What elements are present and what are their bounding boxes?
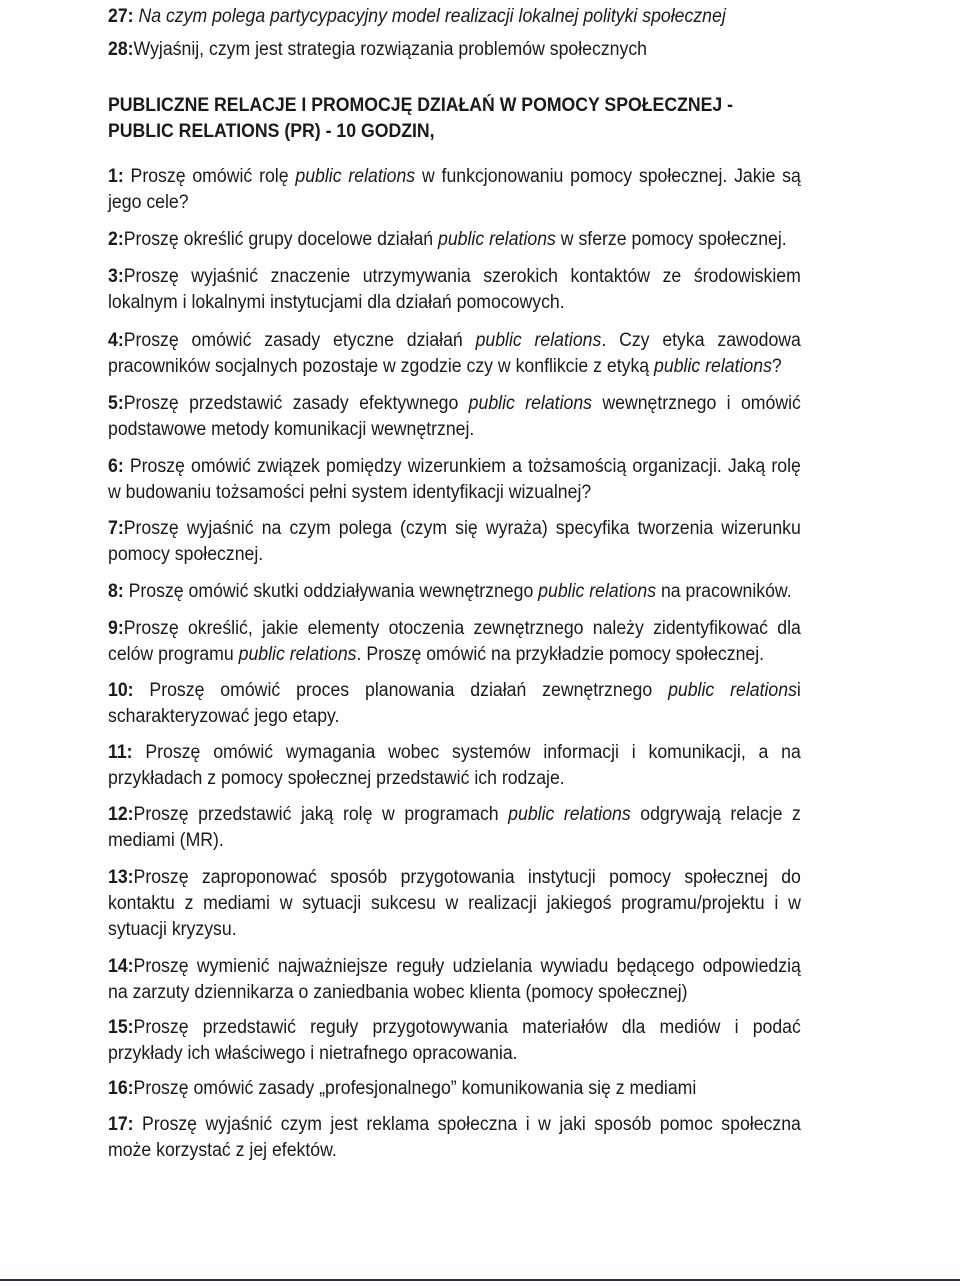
- question-15: 15:Proszę przedstawić reguły przygotowywania materiałów dla mediów i podać przykłady ich właściwego i nietrafnego opracowania.: [108, 1017, 801, 1064]
- section-heading: [108, 93, 733, 145]
- question-5: 5:Proszę przedstawić zasady efektywnego public relations wewnętrznego i omówić podstawowe metody komunikacji wewnętrznej.: [108, 393, 801, 440]
- question-27: 27: Na czym polega partycypacyjny model realizacji lokalnej polityki społecznej: [108, 6, 726, 27]
- question-3: 3:Proszę wyjaśnić znaczenie utrzymywania szerokich kontaktów ze środowiskiem lokalnym i lokalnymi instytucjami dla działań pomocowych.: [108, 266, 801, 313]
- question-12: 12:Proszę przedstawić jaką rolę w programach public relations odgrywają relacje z mediami (MR).: [108, 804, 801, 851]
- question-2: 2:Proszę określić grupy docelowe działań public relations w sferze pomocy społecznej.: [108, 229, 787, 250]
- question-9: 9:Proszę określić, jakie elementy otoczenia zewnętrznego należy zidentyfikować dla celów programu public relations. Proszę omówić na przykładzie pomocy społecznej.: [108, 618, 801, 665]
- bottom-rule: [0, 1279, 960, 1281]
- section-heading-line-2: PUBLIC RELATIONS (PR) - 10 GODZIN,: [108, 121, 435, 142]
- question-10: 10: Proszę omówić proces planowania działań zewnętrznego public relationsi scharakteryzować jego etapy.: [108, 680, 801, 727]
- question-7: 7:Proszę wyjaśnić na czym polega (czym się wyraża) specyfika tworzenia wizerunku pomocy społecznej.: [108, 518, 801, 565]
- question-11: 11: Proszę omówić wymagania wobec systemów informacji i komunikacji, a na przykładach z pomocy społecznej przedstawić ich rodzaje.: [108, 742, 801, 789]
- question-13: 13:Proszę zaproponować sposób przygotowania instytucji pomocy społecznej do kontaktu z mediami w sytuacji sukcesu w realizacji jakiegoś programu/projektu i w sytuacji kryzysu.: [108, 867, 801, 940]
- question-1: 1: Proszę omówić rolę public relations w funkcjonowaniu pomocy społecznej. Jakie są jego cele?: [108, 166, 801, 213]
- question-14: 14:Proszę wymienić najważniejsze reguły udzielania wywiadu będącego odpowiedzią na zarzuty dziennikarza o zaniedbania wobec klienta (pomocy społecznej): [108, 956, 801, 1003]
- section-heading-line-1: PUBLICZNE RELACJE I PROMOCJĘ DZIAŁAŃ W POMOCY SPOŁECZNEJ -: [108, 95, 734, 116]
- question-17: 17: Proszę wyjaśnić czym jest reklama społeczna i w jaki sposób pomoc społeczna może korzystać z jej efektów.: [108, 1114, 801, 1161]
- question-8: 8: Proszę omówić skutki oddziaływania wewnętrznego public relations na pracowników.: [108, 581, 792, 602]
- question-28: 28:Wyjaśnij, czym jest strategia rozwiązania problemów społecznych: [108, 39, 648, 60]
- question-6: 6: Proszę omówić związek pomiędzy wizerunkiem a tożsamością organizacji. Jaką rolę w budowaniu tożsamości pełni system identyfikacji wizualnej?: [108, 456, 801, 503]
- question-16: 16:Proszę omówić zasady „profesjonalnego” komunikowania się z mediami: [108, 1078, 697, 1099]
- question-4: 4:Proszę omówić zasady etyczne działań public relations. Czy etyka zawodowa pracowników socjalnych pozostaje w zgodzie czy w konflikcie z etyką public relations?: [108, 330, 801, 377]
